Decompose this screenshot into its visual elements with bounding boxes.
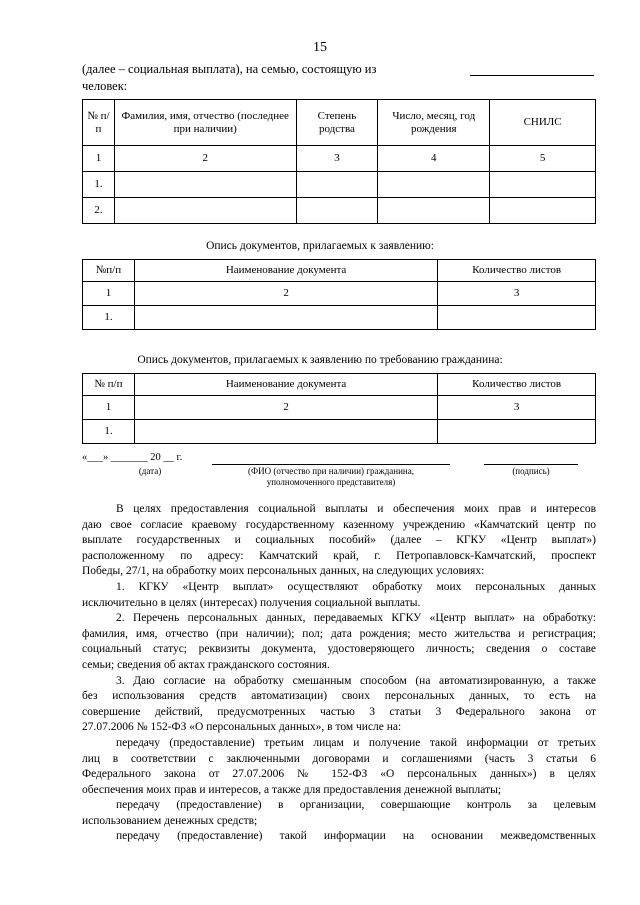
table-cell[interactable] [438, 420, 596, 444]
col-number: 3 [438, 282, 596, 306]
col-number: 1 [83, 282, 135, 306]
table-cell[interactable] [378, 198, 490, 224]
table-cell[interactable] [296, 198, 378, 224]
fio-line[interactable] [212, 464, 450, 465]
text-line: 2. Перечень персональных данных, передаваемых КГКУ «Центр выплат» на обработку: [116, 612, 596, 625]
text-line: 3. Даю согласие на обработку смешанным способом (на автоматизированную, а также [116, 674, 596, 687]
text-line: Победы, 27/1, на обработку моих персональных данных, на следующих условиях: [82, 565, 485, 578]
requested-docs-table [82, 373, 596, 444]
intro-line-2: человек: [82, 79, 128, 93]
header-doc-name: Наименование документа [134, 260, 437, 282]
col-number: 3 [296, 146, 378, 172]
row-number: 1. [83, 172, 115, 198]
intro-text: (далее – социальная выплата), на семью, состоящую из [82, 62, 377, 76]
text-line: 1. КГКУ «Центр выплат» осуществляют обработку моих персональных данных [116, 580, 596, 593]
docs-table [82, 259, 596, 330]
table-cell[interactable] [134, 306, 437, 330]
col-number: 4 [378, 146, 490, 172]
text-line: лиц в соответствии с заключенными договорами и соглашениями (часть 3 статьи 6 [82, 752, 596, 765]
text-line: передачу (предоставление) в организации, совершающие контроль за целевым [116, 799, 596, 812]
table-cell[interactable] [114, 198, 296, 224]
req-caption: Опись документов, прилагаемых к заявлению по требованию гражданина: [137, 354, 503, 366]
table-row [83, 420, 596, 444]
table-cell[interactable] [490, 198, 596, 224]
table-cell[interactable] [134, 420, 437, 444]
header-relation: Степень родства [296, 100, 378, 146]
table-row [83, 198, 596, 224]
table-cell[interactable] [378, 172, 490, 198]
col-number: 1 [83, 146, 115, 172]
header-num: № п/п [83, 374, 135, 396]
sign-label: (подпись) [512, 466, 550, 476]
row-number: 2. [83, 198, 115, 224]
text-line: передачу (предоставление) третьим лицам и получение такой информации от третьих [116, 736, 596, 749]
text-line: расположенному по адресу: Камчатский край, г. Петропавловск-Камчатский, проспект [82, 549, 596, 562]
header-doc-name: Наименование документа [134, 374, 437, 396]
text-line: В целях предоставления социальной выплаты и обеспечения моих прав и интересов [116, 503, 596, 515]
text-line: даю свое согласие краевому государственному казенному учреждению «Камчатский центр по [82, 518, 596, 531]
signature-line[interactable] [484, 464, 578, 465]
text-line: использованием денежных средств; [82, 814, 258, 827]
table-cell[interactable] [490, 172, 596, 198]
date-label: (дата) [138, 466, 162, 476]
header-num: № п/п [83, 100, 115, 146]
table-row [83, 172, 596, 198]
row-number: 1. [83, 420, 135, 444]
header-snils: СНИЛС [490, 100, 596, 146]
col-number: 1 [83, 396, 135, 420]
text-line: 27.07.2006 № 152-ФЗ «О персональных данных», в том числе на: [82, 721, 402, 734]
table-row [83, 306, 596, 330]
text-line: без использования средств автоматизации) своих персональных данных, то есть на [82, 690, 596, 703]
table-cell[interactable] [296, 172, 378, 198]
header-birthdate: Число, месяц, год рождения [378, 100, 490, 146]
text-line: выплате государственных и социальных пособий» (далее – КГКУ «Центр выплат») [82, 534, 596, 547]
text-line: семьи; сведения об актах гражданского состояния. [82, 658, 330, 671]
header-pages: Количество листов [438, 374, 596, 396]
header-num: №п/п [83, 260, 135, 282]
text-line: социальный статус; реквизиты документа, удостоверяющего личность; сведения о составе [82, 643, 596, 656]
col-number: 2 [114, 146, 296, 172]
header-fio: Фамилия, имя, отчество (последнее при наличии) [114, 100, 296, 146]
consent-paragraph-1 [82, 502, 596, 845]
fio-label: (ФИО (отчество при наличии) гражданина, уполномоченного представителя) [248, 466, 414, 487]
text-line: совершение действий, предусмотренных частью 3 статьи 3 Федерального закона от [82, 705, 596, 718]
col-number: 2 [134, 396, 437, 420]
text-line: Федерального закона от 27.07.2006 № 152-ФЗ «О персональных данных») в целях [82, 768, 596, 781]
text-line: передачу (предоставление) такой информации на основании межведомственных [116, 830, 596, 843]
text-line: обеспечения моих прав и интересов, а также для предоставления денежной выплаты; [82, 783, 502, 796]
col-number: 5 [490, 146, 596, 172]
col-number: 2 [134, 282, 437, 306]
docs-caption: Опись документов, прилагаемых к заявлению: [206, 240, 434, 252]
table-cell[interactable] [438, 306, 596, 330]
text-line: фамилия, имя, отчество (при наличии); пол; дата рождения; место жительства и регистрация; [82, 627, 596, 640]
col-number: 3 [438, 396, 596, 420]
page-number: 15 [313, 40, 327, 55]
header-pages: Количество листов [438, 260, 596, 282]
date-field[interactable]: «___» _______ 20 __ г. [82, 452, 183, 463]
members-count-blank[interactable] [470, 75, 594, 76]
table-cell[interactable] [114, 172, 296, 198]
intro-line-1 [82, 62, 376, 77]
text-line: исключительно в целях (интересах) получения социальной выплаты. [82, 596, 421, 609]
row-number: 1. [83, 306, 135, 330]
family-table [82, 99, 596, 224]
